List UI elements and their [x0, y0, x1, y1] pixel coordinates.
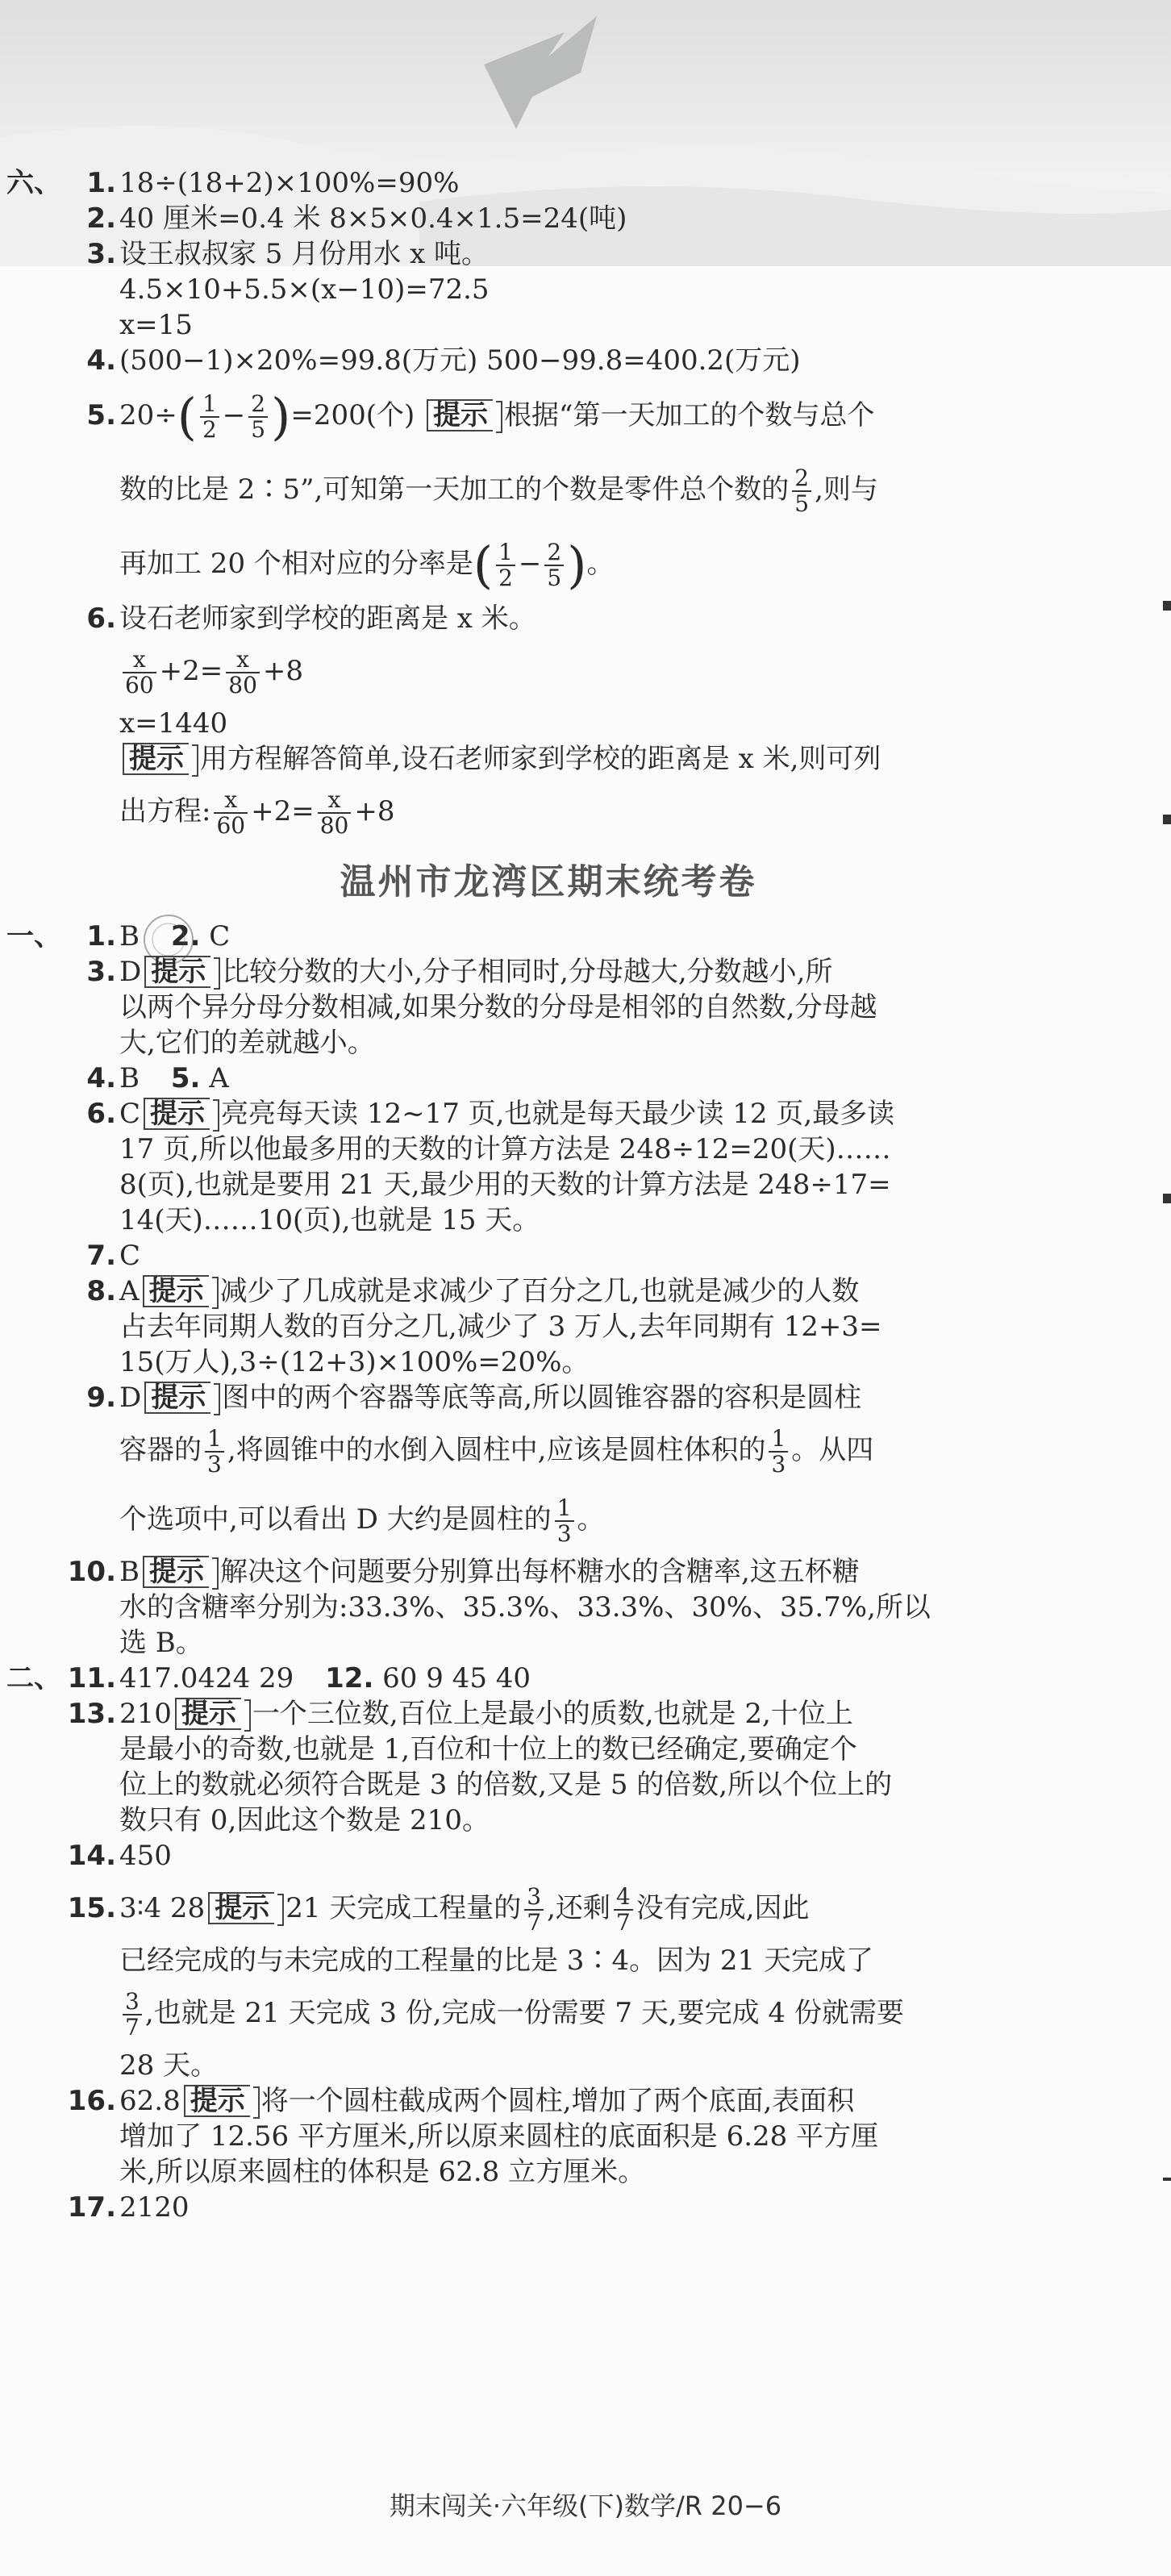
fraction	[792, 466, 811, 516]
answer-text: 210	[119, 1698, 172, 1730]
question-number: 5.	[170, 1062, 201, 1094]
hint-bracket	[214, 957, 220, 990]
question-number: 12.	[325, 1662, 374, 1694]
denominator: 60	[125, 672, 154, 698]
fraction	[123, 1990, 142, 2040]
hint-bracket	[192, 744, 198, 777]
numerator: x	[318, 788, 352, 814]
numerator: 1	[496, 540, 515, 566]
fraction	[524, 1885, 544, 1935]
fraction	[769, 1427, 788, 1477]
hint-bracket	[214, 1383, 220, 1415]
answer-line	[0, 1767, 1097, 1803]
answer-2-16	[0, 2083, 1097, 2119]
denominator: 2	[202, 416, 217, 443]
hint-bracket	[277, 1894, 284, 1926]
section-label: 一、	[6, 920, 61, 952]
answer-line	[0, 2048, 1097, 2083]
hint-text: 亮亮每天读 12~17 页,也就是每天最少读 12 页,最多读	[221, 1098, 895, 1130]
answer-text: B	[119, 920, 140, 952]
hint-text: 数只有 0,因此这个数是 210。	[119, 1804, 490, 1836]
question-number: 1.	[86, 167, 116, 199]
hint-tag: 提示	[144, 1098, 210, 1130]
answer-text: 2120	[119, 2191, 190, 2224]
answer-text: (500−1)×20%=99.8(万元) 500−99.8=400.2(万元)	[119, 344, 801, 377]
hint-bracket	[253, 2086, 260, 2119]
answer-text: B	[119, 1556, 140, 1588]
hint-bracket	[244, 1699, 251, 1732]
answer-line	[0, 1025, 1097, 1061]
hint-tag: 提示	[143, 1556, 209, 1588]
hint-tag: 提示	[427, 399, 493, 431]
question-number: 10.	[67, 1556, 116, 1588]
answer-line	[0, 1625, 1097, 1661]
numerator: 4	[614, 1885, 633, 1911]
numerator: x	[214, 788, 248, 814]
hint-text: 17 页,所以他最多用的天数的计算方法是 248÷12=20(天)……	[119, 1133, 891, 1165]
answer-line	[0, 777, 1097, 846]
answer-text: D	[119, 1382, 142, 1414]
question-number: 3.	[86, 956, 116, 988]
answer-text: C	[209, 920, 231, 952]
answer-line	[0, 1167, 1097, 1203]
answer-line	[0, 636, 1097, 706]
numerator: 1	[200, 392, 219, 418]
answer-text: A	[209, 1062, 229, 1094]
fraction	[614, 1885, 633, 1935]
hint-bracket	[212, 1557, 219, 1590]
hint-text: 。	[586, 548, 615, 580]
hint-bracket	[496, 401, 502, 433]
answer-2-13	[0, 1696, 1097, 1732]
hint-text: 一个三位数,百位上是最小的质数,也就是 2,十位上	[252, 1698, 853, 1730]
hint-text: 以两个异分母分数相减,如果分数的分母是相邻的自然数,分母越	[119, 991, 877, 1023]
question-number: 5.	[86, 399, 116, 431]
question-number: 4.	[86, 344, 116, 377]
hint-text: ,则与	[815, 473, 878, 506]
question-number: 8.	[86, 1275, 116, 1307]
answer-body	[119, 1696, 853, 1732]
question-number: 2.	[170, 920, 201, 952]
hint-text: 米,所以原来圆柱的体积是 62.8 立方厘米。	[119, 2156, 646, 2188]
fraction	[544, 540, 564, 590]
hint-text: 21 天完成工程量的	[285, 1892, 522, 1924]
answer-text: 20÷	[119, 399, 177, 431]
answer-2-14	[0, 1838, 1097, 1874]
hint-text: 解决这个问题要分别算出每杯糖水的含糖率,这五杯糖	[220, 1556, 860, 1588]
answer-text: =200(个)	[290, 399, 415, 431]
answer-1-6	[0, 1096, 1097, 1132]
answer-text: 18÷(18+2)×100%=90%	[119, 167, 460, 199]
denominator: 5	[251, 416, 266, 443]
answer-1-7	[0, 1238, 1097, 1273]
hint-tag: 提示	[144, 956, 210, 988]
question-number: 6.	[86, 1098, 116, 1130]
paren-open: (	[177, 387, 197, 446]
answer-1-9	[0, 1380, 1097, 1415]
answer-line	[0, 1943, 1097, 1978]
hint-tag: 提示	[184, 2085, 250, 2117]
question-number: 14.	[67, 1840, 116, 1872]
fraction	[123, 648, 156, 698]
fraction	[318, 788, 352, 838]
question-number: 16.	[67, 2085, 116, 2117]
hint-text: 14(天)……10(页),也就是 15 天。	[119, 1204, 540, 1236]
answer-body	[119, 1061, 229, 1096]
hint-text: 数的比是 2∶5”,可知第一天加工的个数是零件总个数的	[119, 473, 790, 506]
hint-text: ,还剩	[547, 1892, 611, 1924]
answer-line	[0, 1485, 1097, 1554]
answer-line	[0, 307, 1097, 343]
hint-tag: 提示	[144, 1382, 210, 1414]
denominator: 7	[125, 2014, 140, 2040]
hint-text: 减少了几成就是求减少了百分之几,也就是减少的人数	[219, 1275, 860, 1307]
answer-body	[119, 1485, 605, 1554]
answer-line	[0, 527, 1097, 601]
answer-text: B	[119, 1062, 140, 1094]
answer-line	[0, 741, 1097, 777]
denominator: 3	[207, 1451, 222, 1478]
hint-text: 。	[577, 1503, 605, 1536]
denominator: 7	[615, 1909, 631, 1936]
answer-text: D	[119, 956, 142, 988]
answer-6-5	[0, 378, 1097, 452]
answer-6-6	[0, 601, 1097, 636]
hint-text: 占去年同期人数的百分之几,减少了 3 万人,去年同期有 12+3=	[119, 1311, 882, 1343]
denominator: 60	[216, 812, 246, 839]
hint-text: 图中的两个容器等底等高,所以圆锥容器的容积是圆柱	[222, 1382, 862, 1414]
section-label: 二、	[6, 1662, 61, 1694]
answer-body	[119, 1096, 894, 1132]
fraction	[214, 788, 248, 838]
hint-tag: 提示	[208, 1892, 274, 1924]
paren-close: )	[567, 536, 587, 594]
question-number: 3.	[86, 238, 116, 270]
answer-6-4	[0, 343, 1097, 378]
answer-body	[119, 1380, 861, 1415]
numerator: 3	[123, 1990, 142, 2015]
answer-6-1	[0, 165, 1097, 201]
denominator: 3	[771, 1451, 786, 1478]
hint-bracket	[212, 1277, 219, 1309]
answer-line	[0, 2154, 1097, 2190]
fraction	[496, 540, 515, 590]
hint-text: 。从四	[791, 1434, 874, 1466]
denominator: 2	[498, 565, 513, 591]
hint-tag: 提示	[175, 1698, 241, 1730]
question-number: 4.	[86, 1062, 116, 1094]
answer-body	[119, 777, 394, 846]
answer-body	[119, 1554, 860, 1590]
answer-line	[0, 1344, 1097, 1380]
answer-body	[119, 954, 833, 990]
answer-line	[0, 1590, 1097, 1625]
numerator: 2	[792, 466, 811, 492]
numerator: 3	[524, 1885, 544, 1911]
numerator: 1	[555, 1496, 574, 1522]
answer-text: 40 厘米=0.4 米 8×5×0.4×1.5=24(吨)	[119, 202, 627, 235]
fraction	[200, 392, 219, 442]
answer-body	[119, 741, 881, 777]
question-number: 2.	[86, 202, 116, 235]
hint-text: 28 天。	[119, 2049, 219, 2082]
hint-text: 将一个圆柱截成两个圆柱,增加了两个底面,表面积	[260, 2085, 855, 2117]
answer-text: 60 9 45 40	[382, 1662, 531, 1694]
operator: −	[222, 399, 246, 431]
fraction	[226, 648, 260, 698]
hint-tag: 提示	[143, 1275, 209, 1307]
answer-line	[0, 2119, 1097, 2154]
numerator: x	[123, 648, 156, 673]
hint-text: 选 B。	[119, 1627, 203, 1659]
question-number: 13.	[67, 1698, 116, 1730]
answer-2-11	[0, 1661, 1097, 1696]
numerator: 1	[769, 1427, 788, 1453]
answer-line	[0, 990, 1097, 1025]
fraction	[205, 1427, 224, 1477]
question-number: 17.	[67, 2191, 116, 2224]
operator: −	[518, 548, 542, 580]
answer-body	[119, 1978, 904, 2048]
answer-line	[0, 1803, 1097, 1838]
equation-text: +8	[262, 655, 304, 687]
answer-line	[0, 452, 1097, 527]
paren-open: (	[473, 536, 494, 594]
answer-line	[0, 1203, 1097, 1238]
fraction	[248, 392, 268, 442]
hint-text: 根据“第一天加工的个数与总个	[504, 399, 875, 431]
hint-text: 再加工 20 个相对应的分率是	[119, 548, 473, 580]
hint-text: 8(页),也就是要用 21 天,最少用的天数的计算方法是 248÷17=	[119, 1169, 891, 1201]
answer-6-3	[0, 236, 1097, 272]
denominator: 5	[547, 565, 562, 591]
hint-text: ,也就是 21 天完成 3 份,完成一份需要 7 天,要完成 4 份就需要	[144, 1997, 904, 2029]
answer-1-10	[0, 1554, 1097, 1590]
hint-text: 15(万人),3÷(12+3)×100%=20%。	[119, 1346, 590, 1378]
answer-body	[119, 378, 874, 454]
answer-1-8	[0, 1273, 1097, 1309]
denominator: 5	[794, 490, 810, 517]
answer-line	[0, 1978, 1097, 2048]
page-footer: 期末闯关·六年级(下)数学/R 20−6	[389, 2491, 782, 2521]
answer-text: 设石老师家到学校的距离是 x 米。	[119, 602, 536, 635]
answer-body	[119, 2083, 854, 2119]
answer-text: x=15	[119, 309, 193, 341]
equation-text: +2=	[159, 655, 223, 687]
hint-text: ,将圆锥中的水倒入圆柱中,应该是圆柱体积的	[227, 1434, 766, 1466]
hint-text: 位上的数就必须符合既是 3 的倍数,又是 5 的倍数,所以个位上的	[119, 1769, 893, 1801]
answer-body	[119, 452, 878, 527]
equation-text: +2=	[251, 795, 315, 827]
exam-title: 温州市龙湾区期末统考卷	[340, 861, 757, 902]
denominator: 7	[527, 1909, 542, 1936]
answer-text: x=1440	[119, 707, 228, 740]
answer-text: C	[119, 1240, 141, 1272]
hint-text: 比较分数的大小,分子相同时,分母越大,分数越小,所	[222, 956, 833, 988]
denominator: 80	[319, 812, 349, 839]
answer-line	[0, 1415, 1097, 1485]
hint-text: 水的含糖率分别为:33.3%、35.3%、33.3%、30%、35.7%,所以	[119, 1591, 931, 1624]
numerator: x	[226, 648, 260, 673]
question-number: 9.	[86, 1382, 116, 1414]
answer-body	[119, 1415, 873, 1485]
answer-1-3	[0, 954, 1097, 990]
hint-text: 增加了 12.56 平方厘米,所以原来圆柱的底面积是 6.28 平方厘	[119, 2120, 879, 2153]
hint-text: 已经完成的与未完成的工程量的比是 3∶4。因为 21 天完成了	[119, 1945, 873, 1977]
answer-text: 417.0424 29	[119, 1662, 294, 1694]
hint-text: 用方程解答简单,设石老师家到学校的距离是 x 米,则可列	[200, 743, 881, 775]
answer-text: 4.5×10+5.5×(x−10)=72.5	[119, 273, 490, 306]
answer-line	[0, 272, 1097, 307]
section-label: 六、	[6, 167, 61, 199]
hint-tag: 提示	[123, 743, 189, 775]
numerator: 2	[248, 392, 268, 418]
answer-2-17	[0, 2190, 1097, 2225]
fraction	[555, 1496, 574, 1546]
denominator: 3	[556, 1520, 572, 1547]
hint-text: 个选项中,可以看出 D 大约是圆柱的	[119, 1503, 552, 1536]
answer-text: 450	[119, 1840, 172, 1872]
answer-line	[0, 1732, 1097, 1767]
answer-1-1	[0, 919, 1097, 954]
hint-bracket	[213, 1099, 219, 1132]
answer-body	[119, 1661, 531, 1696]
equation-text: +8	[354, 795, 395, 827]
answer-text: 62.8	[119, 2085, 181, 2117]
page-edge-mark	[1163, 1194, 1171, 1203]
equation	[119, 636, 303, 706]
answer-body	[119, 1874, 810, 1943]
page-edge-mark	[1163, 815, 1171, 824]
question-number: 6.	[86, 602, 116, 635]
numerator: 1	[205, 1427, 224, 1453]
paren-close: )	[271, 387, 291, 446]
answer-text: A	[119, 1275, 140, 1307]
answer-text: 设王叔叔家 5 月份用水 x 吨。	[119, 238, 490, 270]
question-number: 11.	[67, 1662, 116, 1694]
answer-line	[0, 706, 1097, 741]
page-edge-mark	[1163, 2178, 1171, 2181]
answer-text: C	[119, 1098, 141, 1130]
hint-text: 大,它们的差就越小。	[119, 1027, 375, 1059]
denominator: 80	[228, 672, 257, 698]
hint-text: 是最小的奇数,也就是 1,百位和十位上的数已经确定,要确定个	[119, 1733, 857, 1765]
answer-text: 3∶4 28	[119, 1892, 206, 1924]
answer-body	[119, 1273, 859, 1309]
answer-line	[0, 1132, 1097, 1167]
question-number: 1.	[86, 920, 116, 952]
answer-1-4	[0, 1061, 1097, 1096]
answer-6-2	[0, 201, 1097, 236]
answer-body	[119, 527, 614, 602]
hint-text: 没有完成,因此	[636, 1892, 810, 1924]
question-number: 15.	[67, 1892, 116, 1924]
answer-line	[0, 1309, 1097, 1344]
numerator: 2	[544, 540, 564, 566]
answer-2-15	[0, 1874, 1097, 1943]
hint-text: 出方程:	[119, 795, 211, 827]
page-edge-mark	[1163, 601, 1171, 611]
question-number: 7.	[86, 1240, 116, 1272]
hint-text: 容器的	[119, 1434, 202, 1466]
